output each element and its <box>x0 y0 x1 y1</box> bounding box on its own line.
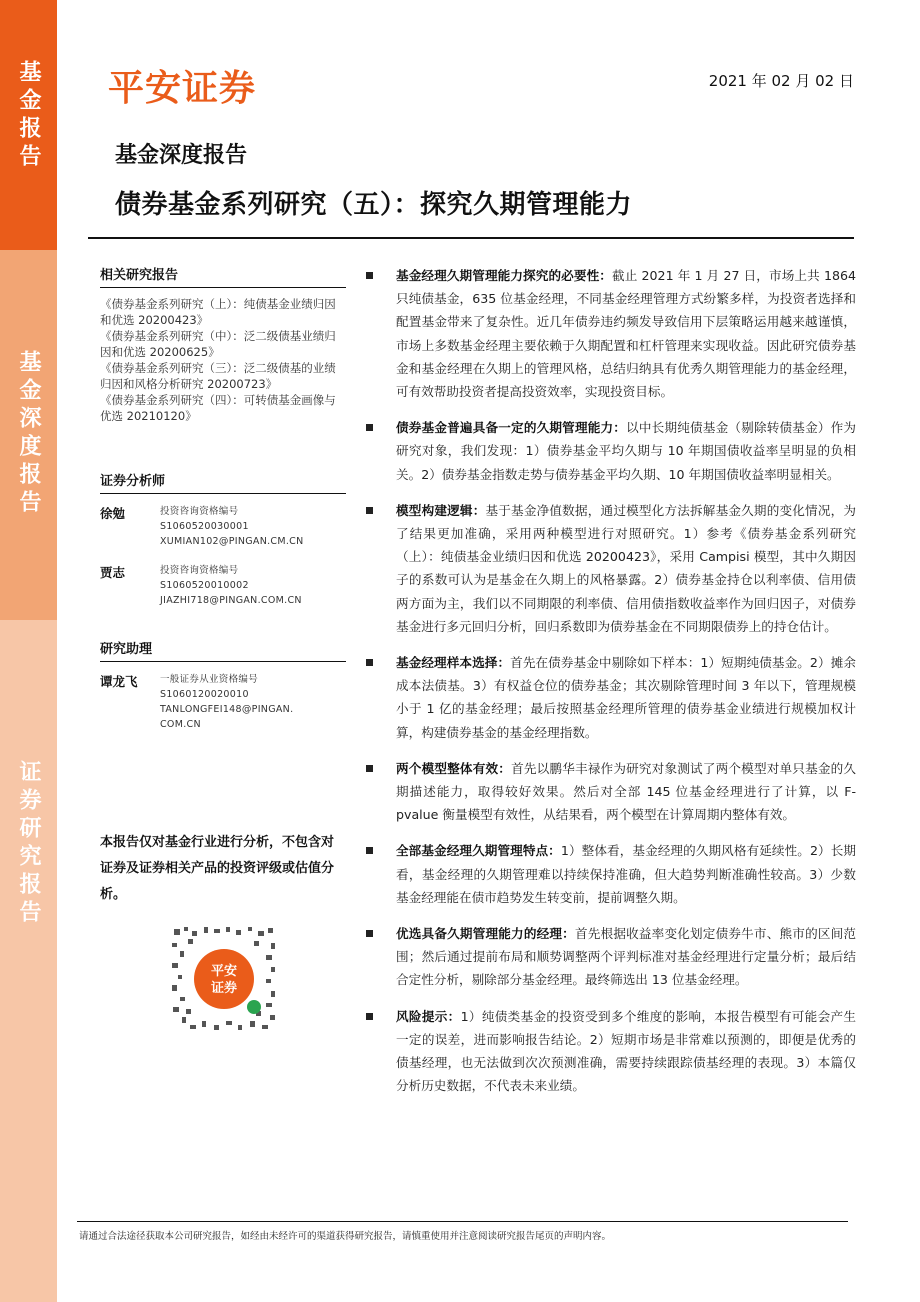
bullet-head: 全部基金经理久期管理特点： <box>396 843 561 859</box>
side-label-fund-report: 基金报告 <box>16 60 41 172</box>
bullet-head: 基金经理样本选择： <box>396 655 511 671</box>
assistant-heading: 研究助理 <box>100 638 346 662</box>
analysts-heading: 证券分析师 <box>100 470 346 494</box>
bullet-necessity <box>366 264 856 403</box>
bullet-model-validity <box>366 757 856 827</box>
analyst-name: 贾志 <box>100 565 126 580</box>
analyst-info <box>160 504 304 549</box>
analyst-name: 徐勉 <box>100 506 126 521</box>
side-label-securities-research: 证券研究报告 <box>16 760 41 928</box>
analyst-email[interactable]: JIAZHI718@PINGAN.COM.CN <box>160 595 302 606</box>
assistant-email[interactable]: TANLONGFEI148@PINGAN. <box>160 704 294 715</box>
report-date: 2021 年 02 月 02 日 <box>708 72 854 90</box>
analyst-cert-label: 投资咨询资格编号 <box>160 506 239 517</box>
analyst-cert-number: S1060520010002 <box>160 580 249 591</box>
side-label-depth-report: 基金深度报告 <box>16 350 41 518</box>
title-divider <box>88 237 854 239</box>
side-banner <box>0 0 57 1302</box>
bullet-body: 首先以鹏华丰禄作为研究对象测试了两个模型对单只基金的久期描述能力，取得较好效果。然后对全部 145 位基金经理进行了计算，以 F-pvalue 衡量模型有效性，从结果看，两个模型在计算周期内整体有效。 <box>396 760 857 823</box>
related-report-item[interactable]: 《债券基金系列研究（中）：泛二级债基业绩归因和优选 20200625》 <box>100 329 336 359</box>
analyst-cert-label: 投资咨询资格编号 <box>160 565 239 576</box>
mini-program-badge-icon <box>247 1000 261 1014</box>
related-report-item[interactable]: 《债券基金系列研究（四）：可转债基金画像与优选 20210120》 <box>100 393 336 423</box>
assistant-tanlongfei <box>100 672 346 732</box>
bullet-manager-selection <box>366 922 856 992</box>
assistant-cert-number: S1060120020010 <box>160 689 249 700</box>
bullet-sample-selection <box>366 651 856 744</box>
related-report-item[interactable]: 《债券基金系列研究（三）：泛二级债基的业绩归因和风格分析研究 20200723》 <box>100 361 336 391</box>
mini-program-qr-code[interactable] <box>170 925 278 1033</box>
assistant-info <box>160 672 293 732</box>
report-type: 基金深度报告 <box>115 143 248 168</box>
bullet-square-icon <box>366 765 373 772</box>
analyst-xumian <box>100 504 346 549</box>
related-reports-heading: 相关研究报告 <box>100 264 346 288</box>
assistant-name: 谭龙飞 <box>100 674 138 689</box>
bullet-body: 截止 2021 年 1 月 27 日，市场上共 1864 只纯债基金，635 位基金经理，不同基金经理管理方式纷繁多样，为投资者选择和配置基金带来了复杂性。近几年债券违约频发导致信用下层策略运用越来越谨慎，市场上多数基金经理主要依赖于久期配置和杠杆管理来实现收益。因此研究债券基金和基金经理在久期上的管理风格，总结归纳具有优秀久期管理能力的基金经理，可有效帮助投资者提高投资效率，实现投资目标。 <box>396 268 856 400</box>
bullet-model-logic <box>366 499 856 638</box>
footer-notice: 请通过合法途径获取本公司研究报告，如经由未经许可的渠道获得研究报告，请慎重使用并注意阅读研究报告尾页的声明内容。 <box>79 1231 612 1242</box>
report-title: 债券基金系列研究（五）：探究久期管理能力 <box>115 190 633 220</box>
analyst-info <box>160 563 302 608</box>
bullet-square-icon <box>366 847 373 854</box>
assistant-cert-label: 一般证券从业资格编号 <box>160 674 259 685</box>
bullet-head: 模型构建逻辑： <box>396 502 486 518</box>
bullet-square-icon <box>366 1013 373 1020</box>
analyst-cert-number: S1060520030001 <box>160 521 249 532</box>
bullet-body: 以中长期纯债基金（剔除转债基金）作为研究对象，我们发现：1）债券基金平均久期与 10 年期国债收益率呈明显的负相关。2）债券基金指数走势与债券基金平均久期、10 年期国债收益率明显相关。 <box>396 420 857 482</box>
bullet-body: 首先根据收益率变化划定债券牛市、熊市的区间范围；然后通过提前布局和顺势调整两个评判标准对基金经理进行定量分析；最后结合定性分析，剔除部分基金经理。最终筛选出 13 位基金经理。 <box>396 926 857 988</box>
company-logo: 平安证券 <box>108 68 257 109</box>
related-reports-list <box>100 296 346 424</box>
bullet-head: 两个模型整体有效： <box>396 760 512 776</box>
bullet-risk-warning <box>366 1005 856 1098</box>
bullet-head: 基金经理久期管理能力探究的必要性： <box>396 268 612 283</box>
bullet-head: 优选具备久期管理能力的经理： <box>396 926 575 942</box>
bullet-square-icon <box>366 507 373 514</box>
bullet-square-icon <box>366 424 373 431</box>
bullet-body: 1）整体看，基金经理的久期风格有延续性。2）长期看，基金经理的久期管理难以持续保持准确，但大趋势判断准确性较高。3）少数基金经理能在债市趋势发生转变前，提前调整久期。 <box>396 843 856 905</box>
bullet-body: 首先在债券基金中剔除如下样本：1）短期纯债基金。2）摊余成本法债基。3）有权益仓位的债券基金；其次剔除管理时间 3 年以下，管理规模小于 1 亿的基金经理；最后按照基金经理所管理的债券基金业绩进行规模加权计算，构建债券基金的基金经理指数。 <box>396 655 856 740</box>
bullet-body: 1）纯债类基金的投资受到多个维度的影响，本报告模型有可能会产生一定的误差，进而影响报告结论。2）短期市场是非常难以预测的，即便是优秀的债基经理，也无法做到次次预测准确，需要持续跟踪债基经理的表现。3）本篇仅分析历史数据，不代表未来业绩。 <box>396 1008 857 1094</box>
summary-bullets <box>366 264 856 1111</box>
assistant-email-cont[interactable]: COM.CN <box>160 719 201 730</box>
bullet-square-icon <box>366 272 373 279</box>
bullet-duration-ability <box>366 416 856 486</box>
bullet-body: 基于基金净值数据，通过模型化方法拆解基金久期的变化情况，为了结果更加准确，采用两种模型进行对照研究。1）参考《债券基金系列研究（上）：纯债基金业绩归因和优选 20200423》，采用 Campisi 模型，其中久期因子的系数可认为是基金在久期上的风格暴露。2）债券基金持仓以利率债、信用债两方面为主，我们以不同期限的利率债、信用债指数收益率作为回归因子，对债券基金进行多元回归分析，回归系数即为债券基金在不同期限债券上的持仓估计。 <box>396 502 857 634</box>
bullet-square-icon <box>366 659 373 666</box>
qr-logo-text-top: 平安 <box>210 964 238 979</box>
analyst-email[interactable]: XUMIAN102@PINGAN.CM.CN <box>160 536 304 547</box>
side-band-fund-depth-report <box>0 250 57 620</box>
scope-disclaimer: 本报告仅对基金行业进行分析，不包含对证券及证券相关产品的投资评级或估值分析。 <box>100 835 335 902</box>
bullet-head: 债券基金普遍具备一定的久期管理能力： <box>396 420 627 436</box>
footer-divider <box>77 1221 848 1222</box>
bullet-head: 风险提示： <box>396 1008 461 1024</box>
side-band-fund-report <box>0 0 57 250</box>
side-band-securities-research <box>0 620 57 1302</box>
analyst-jiazhi <box>100 563 346 608</box>
left-column <box>100 264 346 746</box>
related-report-item[interactable]: 《债券基金系列研究（上）：纯债基金业绩归因和优选 20200423》 <box>100 297 336 327</box>
qr-logo-text-bottom: 证券 <box>210 981 238 996</box>
bullet-square-icon <box>366 930 373 937</box>
bullet-manager-features <box>366 839 856 909</box>
